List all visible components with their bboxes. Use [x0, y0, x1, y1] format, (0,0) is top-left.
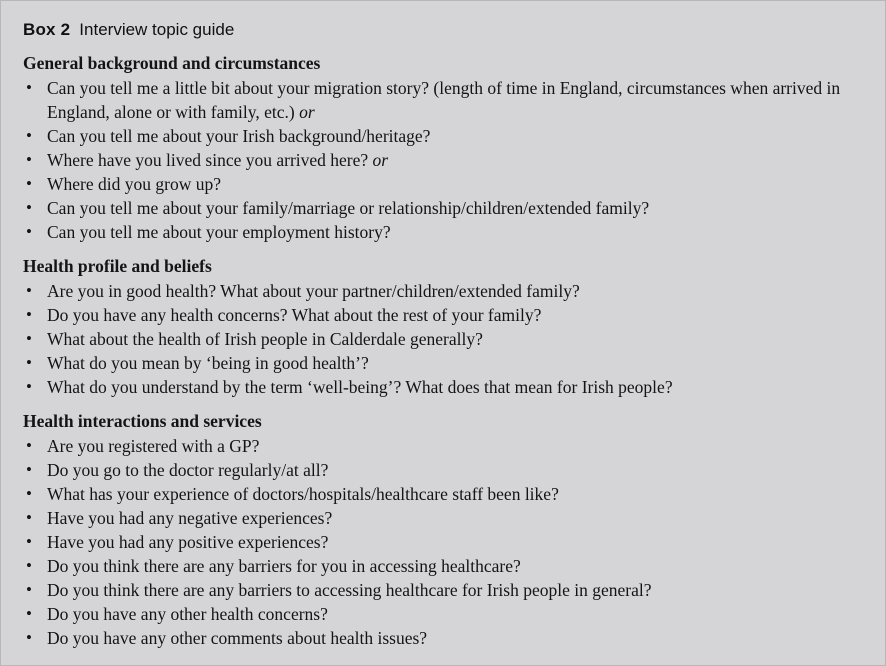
question-item: • Can you tell me about your Irish background/heritage?: [23, 124, 865, 148]
question-item: • Have you had any positive experiences?: [23, 530, 865, 554]
question-item: • Can you tell me a little bit about your migration story? (length of time in England, circumstances when arrived in England, alone or with family, etc.) or: [23, 76, 865, 124]
box-title: [23, 19, 865, 41]
topic-section: [23, 409, 865, 650]
question-item: • Do you think there are any barriers for you in accessing healthcare?: [23, 554, 865, 578]
question-item: • Where did you grow up?: [23, 172, 865, 196]
question-list: [23, 434, 865, 650]
section-header: Health profile and beliefs: [23, 256, 212, 276]
question-item: • Do you have any other health concerns?: [23, 602, 865, 626]
sections-container: [23, 51, 865, 650]
question-item: • What about the health of Irish people in Calderdale generally?: [23, 327, 865, 351]
question-item: • Are you in good health? What about your partner/children/extended family?: [23, 279, 865, 303]
question-item: • Where have you lived since you arrived here? or: [23, 148, 865, 172]
question-item: • Can you tell me about your family/marriage or relationship/children/extended family?: [23, 196, 865, 220]
question-item: • Do you go to the doctor regularly/at all?: [23, 458, 865, 482]
question-item: • Do you have any other comments about health issues?: [23, 626, 865, 650]
italic-or-label: or: [294, 102, 315, 122]
section-header: General background and circumstances: [23, 53, 321, 73]
box-number-label: Box 2: [23, 20, 71, 39]
question-item: • Have you had any negative experiences?: [23, 506, 865, 530]
question-item: • Can you tell me about your employment history?: [23, 220, 865, 244]
question-item: • Do you think there are any barriers to accessing healthcare for Irish people in general?: [23, 578, 865, 602]
question-item: • Do you have any health concerns? What about the rest of your family?: [23, 303, 865, 327]
question-item: • What has your experience of doctors/hospitals/healthcare staff been like?: [23, 482, 865, 506]
italic-or-label: or: [368, 150, 389, 170]
section-header: Health interactions and services: [23, 411, 262, 431]
question-list: [23, 76, 865, 244]
question-item: • What do you mean by ‘being in good health’?: [23, 351, 865, 375]
question-item: • What do you understand by the term ‘well-being’? What does that mean for Irish people?: [23, 375, 865, 399]
question-list: [23, 279, 865, 399]
topic-section: [23, 51, 865, 244]
box-title-text: Interview topic guide: [79, 20, 235, 39]
topic-section: [23, 254, 865, 399]
question-item: • Are you registered with a GP?: [23, 434, 865, 458]
